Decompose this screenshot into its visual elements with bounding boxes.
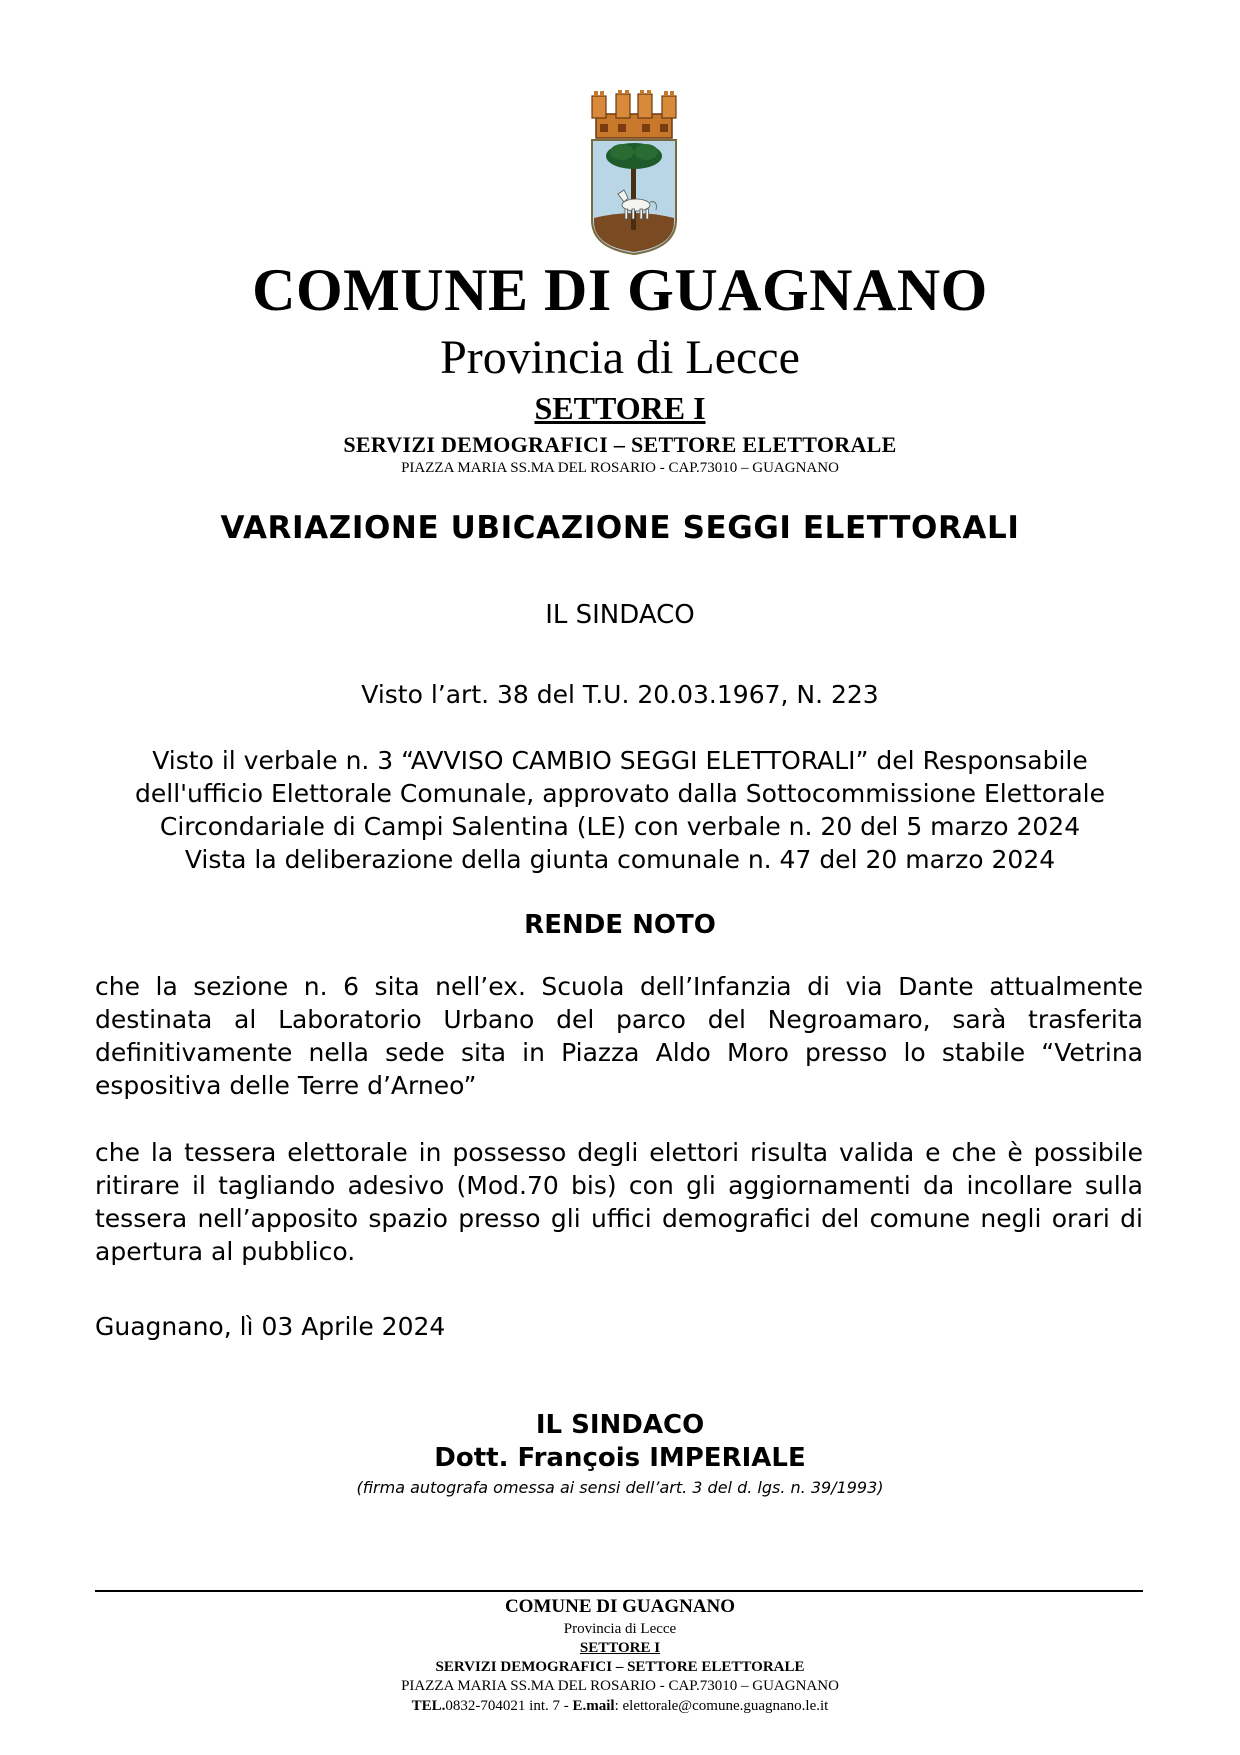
- sector-name: SETTORE I: [534, 390, 706, 426]
- page-title: COMUNE DI GUAGNANO: [252, 257, 988, 323]
- notice-paragraph-2: che la tessera elettorale in possesso degli elettori risulta valida e che è possibile ritirare il tagliando adesivo (Mod.70 bis) con gli aggiornamenti da incollare sulla tessera nell’apposito spazio presso gli uffici demografici del comune negli orari di apertura al pubblico.: [95, 1138, 1143, 1266]
- footer-tel-value: 0832-704021 int. 7 -: [445, 1698, 573, 1714]
- footer-services: SERVIZI DEMOGRAFICI – SETTORE ELETTORALE: [435, 1659, 805, 1675]
- authority-heading: IL SINDACO: [545, 600, 695, 630]
- document-title: VARIAZIONE UBICAZIONE SEGGI ELETTORALI: [220, 510, 1020, 546]
- rende-noto-heading: RENDE NOTO: [524, 910, 716, 940]
- signature-name: Dott. François IMPERIALE: [434, 1443, 806, 1473]
- footer-contacts: [0, 1698, 1240, 1715]
- footer-email-value[interactable]: : elettorale@comune.guagnano.le.it: [614, 1698, 829, 1714]
- services-name: SERVIZI DEMOGRAFICI – SETTORE ELETTORALE: [343, 432, 897, 457]
- notice-paragraph-1: che la sezione n. 6 sita nell’ex. Scuola dell’Infanzia di via Dante attualmente destinata al Laboratorio Urbano del parco del Negroamaro, sarà trasferita definitivamente nella sede sita in Piazza Aldo Moro presso lo stabile “Vetrina espositiva delle Terre d’Arneo”: [95, 972, 1143, 1100]
- crown-icon: [592, 90, 676, 138]
- legal-reference: Visto l’art. 38 del T.U. 20.03.1967, N. 223: [361, 680, 879, 709]
- signature-role: IL SINDACO: [535, 1410, 705, 1440]
- document-date: Guagnano, lì 03 Aprile 2024: [95, 1312, 446, 1341]
- legal-reference-line: Vista la deliberazione della giunta comunale n. 47 del 20 marzo 2024: [184, 845, 1056, 874]
- footer-title: COMUNE DI GUAGNANO: [504, 1596, 736, 1617]
- legal-reference-line: Visto il verbale n. 3 “AVVISO CAMBIO SEGGI ELETTORALI” del Responsabile: [152, 746, 1088, 775]
- legal-reference-line: Circondariale di Campi Salentina (LE) con verbale n. 20 del 5 marzo 2024: [159, 812, 1081, 841]
- legal-reference-line: dell'ufficio Elettorale Comunale, approvato dalla Sottocommissione Elettorale: [135, 779, 1105, 808]
- coat-of-arms-icon: [588, 90, 680, 256]
- footer-sector: SETTORE I: [579, 1640, 661, 1656]
- signature-note: (firma autografa omessa ai sensi dell’art. 3 del d. lgs. n. 39/1993): [356, 1478, 884, 1497]
- province-name: Provincia di Lecce: [440, 331, 800, 384]
- footer-divider: [95, 1590, 1143, 1592]
- footer-address: PIAZZA MARIA SS.MA DEL ROSARIO - CAP.73010 – GUAGNANO: [401, 1678, 839, 1694]
- legal-references-block: [60, 744, 1180, 876]
- footer-province: Provincia di Lecce: [563, 1621, 677, 1637]
- footer-email-label: E.mail: [572, 1698, 615, 1714]
- office-address: PIAZZA MARIA SS.MA DEL ROSARIO - CAP.73010 – GUAGNANO: [401, 460, 839, 476]
- footer-tel-label: TEL.: [411, 1698, 446, 1714]
